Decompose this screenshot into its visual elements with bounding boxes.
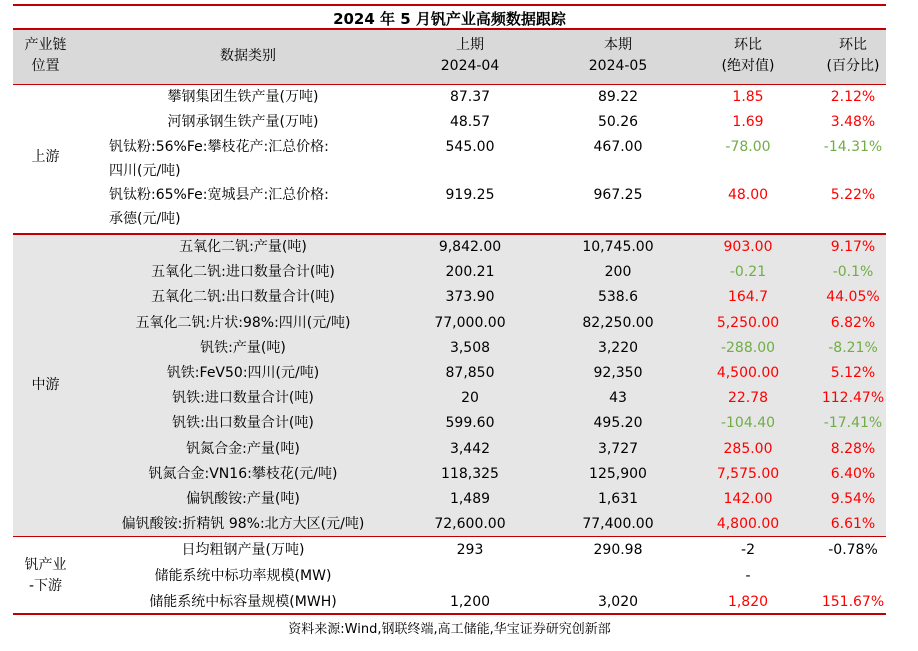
cell-abs: 1,820 bbox=[727, 594, 769, 610]
group-downstream bbox=[13, 537, 886, 615]
cell-category bbox=[83, 311, 403, 336]
cell-prev: 1,489 bbox=[449, 491, 491, 507]
cell-category-line1: 钒铁:进口数量合计(吨) bbox=[172, 390, 314, 407]
table-row bbox=[13, 537, 886, 563]
cell-pct: 44.05% bbox=[826, 289, 880, 306]
cell-pct: 8.28% bbox=[830, 440, 876, 457]
cell-prev: 9,842.00 bbox=[438, 239, 502, 255]
cell-pct: -0.78% bbox=[828, 542, 878, 558]
cell-pct: 6.82% bbox=[830, 314, 876, 331]
cell-category-line1: 钒铁:出口数量合计(吨) bbox=[172, 415, 314, 432]
header-pct bbox=[803, 35, 903, 77]
cell-prev: 87,850 bbox=[445, 365, 495, 381]
cell-cur: 77,400.00 bbox=[582, 516, 654, 533]
cell-pct: 3.48% bbox=[830, 114, 876, 130]
cell-category-line1: 钒氮合金:产量(吨) bbox=[186, 440, 300, 457]
cell-category bbox=[83, 260, 403, 285]
header-pct-line2: (百分比) bbox=[826, 58, 880, 74]
table-row bbox=[13, 487, 886, 512]
table-row bbox=[13, 462, 886, 487]
group-label-midstream: 中游 bbox=[31, 377, 60, 393]
cell-category-line1: 五氧化二钒:进口数量合计(吨) bbox=[151, 264, 335, 281]
cell-prev: 48.57 bbox=[449, 114, 491, 130]
cell-prev: 293 bbox=[456, 542, 484, 558]
group-label-upstream: 上游 bbox=[31, 149, 60, 165]
cell-abs: -2 bbox=[741, 542, 755, 558]
cell-cur: 290.98 bbox=[593, 542, 643, 558]
cell-cur: 125,900 bbox=[589, 465, 647, 482]
cell-category bbox=[83, 563, 403, 589]
cell-abs: -0.21 bbox=[729, 264, 767, 281]
cell-prev: 3,508 bbox=[449, 339, 491, 356]
cell-category-line1: 钒钛粉:65%Fe:宽城县产:汇总价格: bbox=[109, 187, 329, 203]
table-row bbox=[13, 260, 886, 285]
table-row bbox=[13, 85, 886, 110]
cell-abs: 1.85 bbox=[732, 89, 764, 105]
cell-category-line1: 五氧化二钒:片状:98%:四川(元/吨) bbox=[135, 314, 351, 331]
cell-cur: 3,220 bbox=[597, 339, 639, 356]
table-row bbox=[13, 183, 886, 231]
table-row bbox=[13, 589, 886, 615]
header-category: 数据类别 bbox=[220, 48, 276, 64]
cell-category bbox=[83, 285, 403, 310]
cell-prev: 87.37 bbox=[449, 89, 491, 105]
cell-category bbox=[83, 85, 403, 110]
source-note: 资料来源:Wind,钢联终端,高工储能,华宝证券研究创新部 bbox=[288, 622, 611, 637]
cell-pct: 6.61% bbox=[830, 516, 876, 533]
cell-pct: -8.21% bbox=[828, 339, 878, 356]
cell-abs: -288.00 bbox=[720, 339, 776, 356]
cell-pct: -17.41% bbox=[823, 415, 883, 432]
cell-pct: 5.12% bbox=[830, 365, 876, 381]
cell-category-line1: 钒钛粉:56%Fe:攀枝花产:汇总价格: bbox=[109, 139, 329, 155]
cell-abs: 7,575.00 bbox=[716, 465, 780, 482]
cell-prev: 919.25 bbox=[445, 187, 495, 203]
cell-category-line1: 钒铁:FeV50:四川(元/吨) bbox=[166, 365, 320, 381]
header-prev bbox=[405, 35, 535, 77]
group-label-downstream-line2: -下游 bbox=[28, 578, 63, 594]
cell-category bbox=[83, 512, 403, 537]
cell-pct: 9.17% bbox=[830, 239, 876, 255]
cell-prev: 599.60 bbox=[445, 415, 495, 432]
cell-category-line1: 钒铁:产量(吨) bbox=[200, 339, 286, 356]
header-chain bbox=[13, 35, 78, 77]
cell-prev: 200.21 bbox=[445, 264, 495, 281]
cell-pct: 5.22% bbox=[830, 187, 876, 203]
table-row bbox=[13, 411, 886, 436]
cell-abs: -104.40 bbox=[720, 415, 776, 432]
header-chain-line1: 产业链 bbox=[24, 37, 67, 53]
group-midstream bbox=[13, 234, 886, 537]
cell-category bbox=[83, 411, 403, 436]
cell-abs: 1.69 bbox=[732, 114, 764, 130]
cell-category bbox=[83, 437, 403, 462]
table-row bbox=[13, 386, 886, 411]
cell-prev: 3,442 bbox=[449, 440, 491, 457]
group-upstream bbox=[13, 84, 886, 234]
cell-category-line1: 储能系统中标容量规模(MWH) bbox=[149, 594, 337, 610]
table-row bbox=[13, 235, 886, 260]
cell-cur: 200 bbox=[604, 264, 632, 281]
cell-cur: 1,631 bbox=[597, 491, 639, 507]
cell-prev: 77,000.00 bbox=[434, 314, 506, 331]
cell-category-line1: 日均粗钢产量(万吨) bbox=[181, 542, 305, 558]
cell-cur: 82,250.00 bbox=[582, 314, 654, 331]
cell-cur: 92,350 bbox=[593, 365, 643, 381]
cell-category-line1: 攀钢集团生铁产量(万吨) bbox=[167, 89, 319, 105]
cell-category bbox=[83, 386, 403, 411]
cell-category bbox=[83, 462, 403, 487]
cell-cur: 3,020 bbox=[597, 594, 639, 610]
table-row bbox=[13, 512, 886, 537]
cell-category bbox=[83, 135, 403, 183]
cell-prev: 373.90 bbox=[445, 289, 495, 306]
cell-abs: 285.00 bbox=[723, 440, 773, 457]
cell-abs: 142.00 bbox=[723, 491, 773, 507]
header-cur-line1: 本期 bbox=[604, 37, 632, 53]
table-row bbox=[13, 311, 886, 336]
cell-prev: 1,200 bbox=[449, 594, 491, 610]
header-abs bbox=[688, 35, 808, 77]
cell-prev: 72,600.00 bbox=[434, 516, 506, 533]
header-prev-line1: 上期 bbox=[456, 37, 484, 53]
header-chain-line2: 位置 bbox=[31, 58, 60, 74]
cell-category bbox=[83, 487, 403, 512]
cell-category-line1: 钒氮合金:VN16:攀枝花(元/吨) bbox=[148, 465, 338, 482]
cell-abs: 22.78 bbox=[727, 390, 769, 407]
cell-pct: 2.12% bbox=[830, 89, 876, 105]
table-header bbox=[13, 30, 886, 84]
cell-prev: 20 bbox=[461, 390, 479, 407]
cell-abs: 4,800.00 bbox=[716, 516, 780, 533]
cell-pct: -14.31% bbox=[823, 139, 883, 155]
cell-pct: 6.40% bbox=[830, 465, 876, 482]
table-title: 2024 年 5 月钒产业高频数据跟踪 bbox=[13, 4, 886, 30]
cell-category-line1: 偏钒酸铵:产量(吨) bbox=[186, 491, 300, 507]
table-row bbox=[13, 563, 886, 589]
cell-abs: 5,250.00 bbox=[716, 314, 780, 331]
cell-cur: 967.25 bbox=[593, 187, 643, 203]
cell-abs: - bbox=[745, 568, 751, 584]
cell-category bbox=[83, 336, 403, 361]
cell-category-line1: 偏钒酸铵:折精钒 98%:北方大区(元/吨) bbox=[121, 516, 365, 533]
cell-category-line2: 四川(元/吨) bbox=[109, 163, 181, 179]
header-abs-line1: 环比 bbox=[734, 37, 762, 53]
cell-pct: 151.67% bbox=[821, 594, 885, 610]
cell-category-line1: 河钢承钢生铁产量(万吨) bbox=[167, 114, 319, 130]
cell-abs: 48.00 bbox=[727, 187, 769, 203]
table-row bbox=[13, 361, 886, 386]
cell-category-line1: 五氧化二钒:出口数量合计(吨) bbox=[151, 289, 335, 306]
cell-prev: 118,325 bbox=[441, 465, 499, 482]
cell-cur: 43 bbox=[609, 390, 627, 407]
cell-cur: 467.00 bbox=[593, 139, 643, 155]
cell-category bbox=[83, 537, 403, 563]
cell-cur: 10,745.00 bbox=[582, 239, 654, 255]
cell-cur: 495.20 bbox=[593, 415, 643, 432]
cell-pct: 112.47% bbox=[821, 390, 885, 407]
table-row bbox=[13, 110, 886, 135]
table-row bbox=[13, 437, 886, 462]
cell-category-line2: 承德(元/吨) bbox=[109, 211, 181, 227]
cell-category bbox=[83, 589, 403, 615]
cell-abs: 164.7 bbox=[727, 289, 769, 306]
cell-abs: -78.00 bbox=[725, 139, 771, 155]
cell-cur: 89.22 bbox=[597, 89, 639, 105]
cell-category bbox=[83, 361, 403, 386]
table-row bbox=[13, 336, 886, 361]
cell-prev: 545.00 bbox=[445, 139, 495, 155]
cell-abs: 4,500.00 bbox=[716, 365, 780, 381]
header-abs-line2: (绝对值) bbox=[721, 58, 775, 74]
cell-category bbox=[83, 110, 403, 135]
cell-category bbox=[83, 235, 403, 260]
table-row bbox=[13, 135, 886, 183]
header-prev-line2: 2024-04 bbox=[440, 58, 500, 74]
cell-abs: 903.00 bbox=[723, 239, 773, 255]
cell-cur: 538.6 bbox=[597, 289, 639, 306]
cell-category-line1: 五氧化二钒:产量(吨) bbox=[179, 239, 307, 255]
cell-cur: 50.26 bbox=[597, 114, 639, 130]
table-row bbox=[13, 285, 886, 310]
group-label-downstream-line1: 钒产业 bbox=[24, 557, 67, 573]
cell-cur: 3,727 bbox=[597, 440, 639, 457]
cell-category-line1: 储能系统中标功率规模(MW) bbox=[154, 568, 332, 584]
cell-pct: -0.1% bbox=[832, 264, 874, 281]
cell-pct: 9.54% bbox=[830, 491, 876, 507]
cell-category bbox=[83, 183, 403, 231]
header-cur bbox=[553, 35, 683, 77]
header-cur-line2: 2024-05 bbox=[588, 58, 648, 74]
header-pct-line1: 环比 bbox=[839, 37, 867, 53]
